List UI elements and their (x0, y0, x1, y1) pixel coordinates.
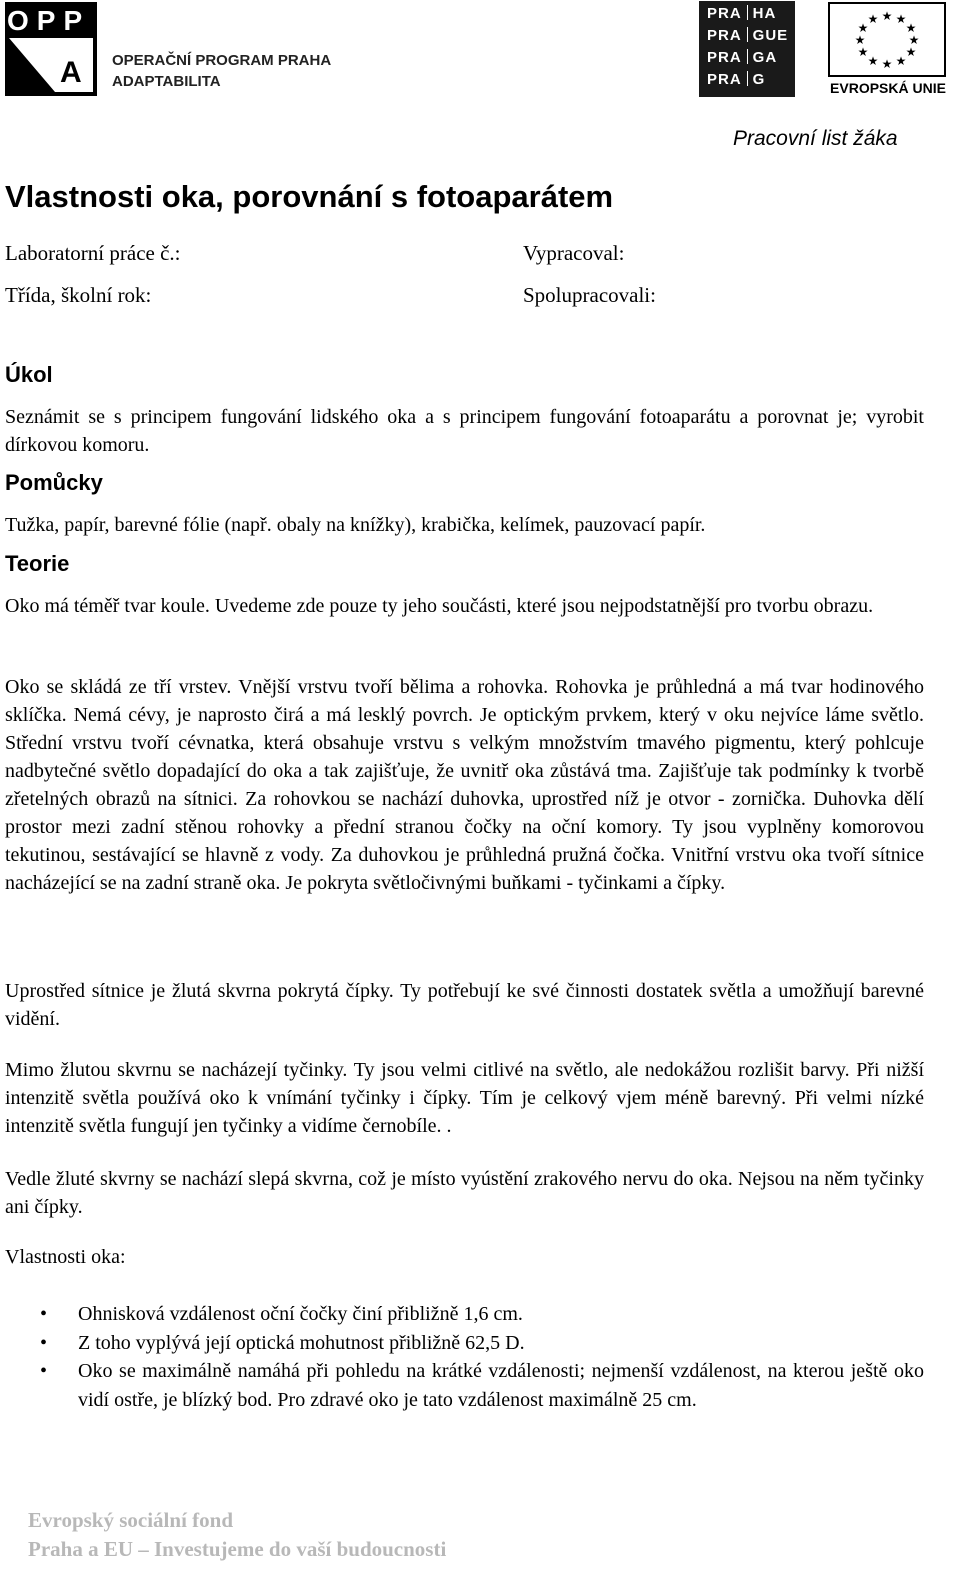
svg-text:★: ★ (895, 54, 907, 68)
eu-label: EVROPSKÁ UNIE (830, 80, 946, 96)
svg-text:★: ★ (854, 33, 866, 47)
svg-text:★: ★ (881, 57, 893, 71)
worksheet-label: Pracovní list žáka (733, 127, 898, 150)
lab-work-field: Laboratorní práce č.: (5, 241, 181, 265)
prepared-by-field: Vypracoval: (523, 241, 625, 265)
theory-paragraph-2: Oko se skládá ze tří vrstev. Vnější vrstvu tvoří bělima a rohovka. Rohovka je průhledná a má tvar hodinového sklíčka. Nemá cévy, je naprosto čirá a má lesklý povrch. Je optickým prvkem, který v oku nejvíce láme světlo. Střední vrstvu tvoří cévnatka, která obsahuje vrstvu s velkým množstvím tmavého pigmentu, který pohlcuje nadbytečné světlo dopadající do oka a tak zajišťuje, že uvnitř oka zůstává tma. Zajišťuje tak podmínky k tvorbě zřetelných obrazů na sítnici. Za rohovkou se nachází duhovka, uprostřed níž je otvor - zornička. Duhovka dělí prostor mezi zadní stěnou rohovky a přední stranou čočky na oční komory. Ty jsou vyplněny komorovou tekutinou, sestávající se hlavně z vody. Za duhovkou je průhledná pružná čočka. Vnitřní vrstvu oka tvoří sítnice nacházející se na zadní straně oka. Je pokryta světločivnými buňkami - tyčinkami a čípky. (5, 676, 924, 894)
list-item: • Z toho vyplývá její optická mohutnost přibližně 62,5 D. (40, 1329, 924, 1358)
task-heading: Úkol (5, 362, 53, 387)
opp-logo-letter-a: A (60, 56, 82, 89)
svg-text:★: ★ (867, 12, 879, 26)
svg-text:★: ★ (905, 21, 917, 35)
bullet-icon: • (40, 1360, 48, 1382)
task-text: Seznámit se s principem fungování lidského oka a s principem fungování fotoaparátu a porovnat je; vyrobit dírkovou komoru. (5, 406, 924, 456)
theory-paragraph-1: Oko má téměř tvar koule. Uvedeme zde pouze ty jeho součásti, které jsou nejpodstatnější pro tvorbu obrazu. (5, 595, 874, 617)
theory-paragraph-3: Uprostřed sítnice je žlutá skvrna pokrytá čípky. Ty potřebují ke své činnosti dostatek světla a umožňují barevné vidění. (5, 980, 924, 1030)
praha-logo: PRA HA PRA GUE PRA GA PRA G (699, 1, 795, 97)
collaborators-field: Spolupracovali: (523, 283, 656, 307)
theory-heading: Teorie (5, 551, 70, 576)
theory-paragraph-5: Vedle žluté skvrny se nachází slepá skvrna, což je místo vyústění zrakového nervu do oka. Nejsou na něm tyčinky ani čípky. (5, 1168, 924, 1218)
svg-text:★: ★ (857, 45, 869, 59)
class-year-field: Třída, školní rok: (5, 283, 152, 307)
list-item: • Ohnisková vzdálenost oční čočky činí přibližně 1,6 cm. (40, 1300, 924, 1329)
bullet-icon: • (40, 1331, 48, 1354)
tools-text: Tužka, papír, barevné fólie (např. obaly na knížky), krabička, kelímek, pauzovací papír. (5, 514, 706, 536)
svg-text:★: ★ (867, 54, 879, 68)
svg-text:★: ★ (895, 12, 907, 26)
properties-list (40, 1300, 924, 1414)
theory-paragraph-4: Mimo žlutou skvrnu se nacházejí tyčinky. Ty jsou velmi citlivé na světlo, ale nedokážou rozlišit barvy. Při nižší intenzitě světla používá oko k vnímání tyčinky i čípky. Tím je celkový vjem méně barevný. Při velmi nízké intenzitě světla fungují jen tyčinky a vidíme černobíle. . (5, 1059, 924, 1137)
list-item: • Oko se maximálně namáhá při pohledu na krátké vzdálenosti; nejmenší vzdálenost, na kterou ještě oko vidí ostře, je blízký bod. Pro zdravé oko je tato vzdálenost maximálně 25 cm. (40, 1357, 924, 1414)
properties-label: Vlastnosti oka: (5, 1246, 126, 1268)
opp-logo-letters: OPP (7, 5, 91, 36)
eu-flag-logo (828, 2, 946, 77)
footer (28, 1506, 446, 1564)
svg-text:★: ★ (881, 9, 893, 23)
eu-stars-icon (830, 4, 944, 75)
footer-line-1: Evropský sociální fond (28, 1508, 234, 1532)
svg-text:★: ★ (908, 33, 920, 47)
page-title: Vlastnosti oka, porovnání s fotoaparátem (5, 179, 614, 214)
svg-text:★: ★ (857, 21, 869, 35)
svg-text:★: ★ (905, 45, 917, 59)
opp-logo-shape (5, 34, 97, 96)
footer-line-2: Praha a EU – Investujeme do vaší budoucnosti (28, 1537, 447, 1561)
bullet-icon: • (40, 1303, 48, 1325)
tools-heading: Pomůcky (5, 470, 103, 495)
opp-logo-text: OPERAČNÍ PROGRAM PRAHA ADAPTABILITA (112, 52, 332, 90)
